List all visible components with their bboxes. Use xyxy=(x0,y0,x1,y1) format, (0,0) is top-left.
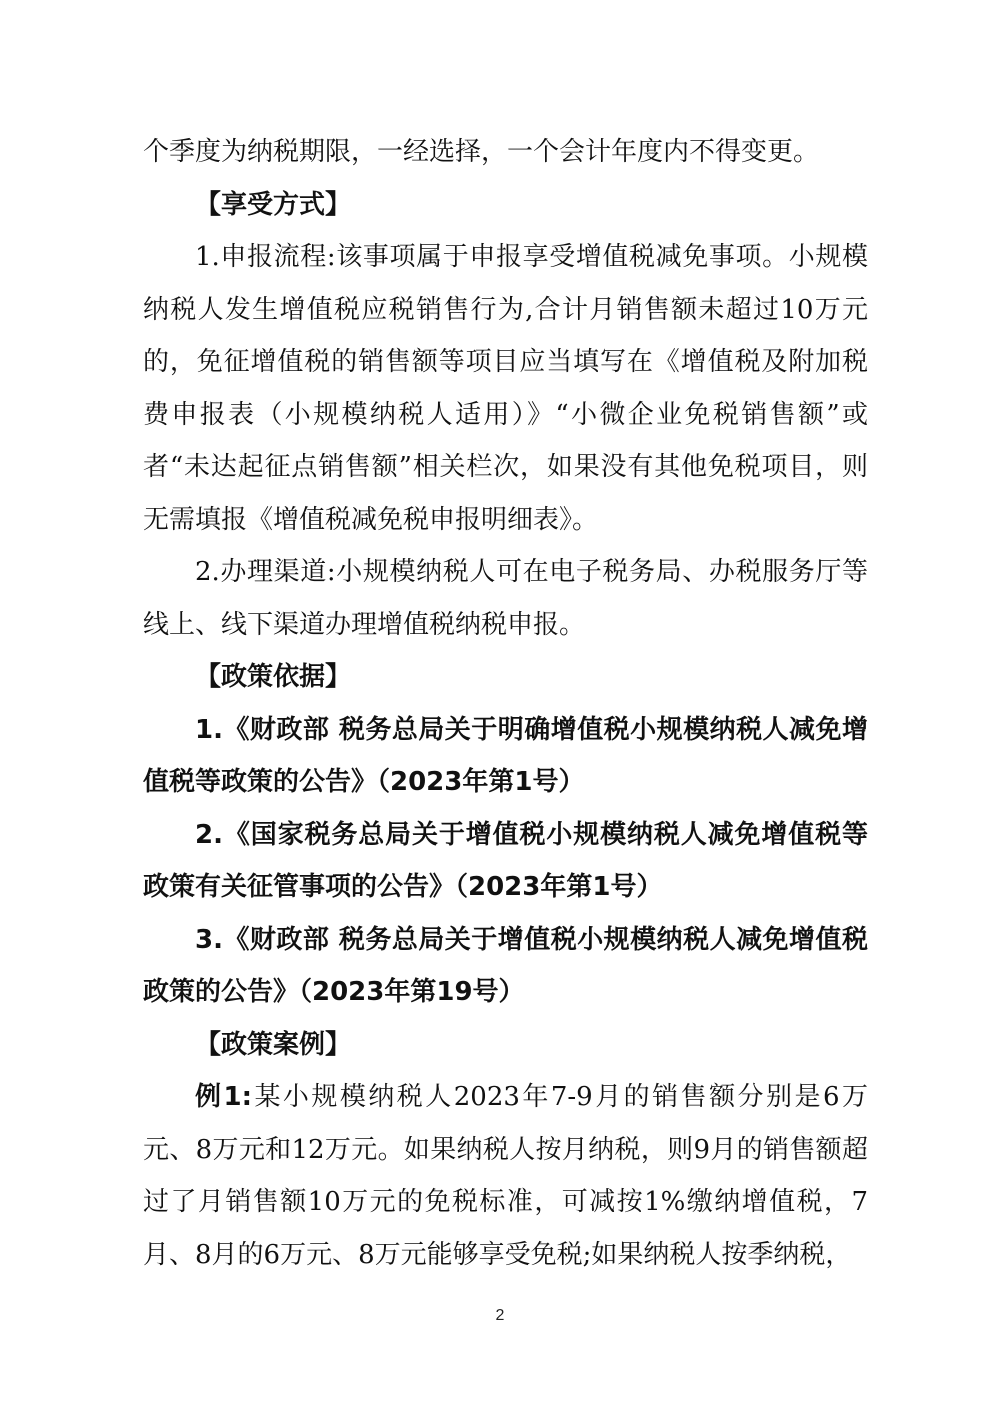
policy-reference-2: 2.《国家税务总局关于增值税小规模纳税人减免增值税等政策有关征管事项的公告》（2023年第1号） xyxy=(143,819,868,902)
page-number: 2 xyxy=(495,1307,505,1324)
heading-policy-case: 【政策案例】 xyxy=(195,1029,352,1060)
policy-reference-1: 1.《财政部 税务总局关于明确增值税小规模纳税人减免增值税等政策的公告》（2023年第1号） xyxy=(143,714,868,797)
heading-policy-basis: 【政策依据】 xyxy=(195,662,352,692)
heading-enjoy-method: 【享受方式】 xyxy=(195,189,352,220)
paragraph-continued: 个季度为纳税期限，一经选择，一个会计年度内不得变更。 xyxy=(143,137,820,167)
example-text: 某小规模纳税人2023年7-9月的销售额分别是6万元、8万元和12万元。如果纳税人按月纳税，则9月的销售额超过了月销售额10万元的免税标准，可减按1%缴纳增值税，7月、8月的6万元、8万元能够享受免税;如果纳税人按季纳税， xyxy=(143,1082,868,1270)
example-label: 例1: xyxy=(195,1082,252,1112)
paragraph-channels: 2.办理渠道:小规模纳税人可在电子税务局、办税服务厅等线上、线下渠道办理增值税纳税申报。 xyxy=(143,557,868,640)
policy-reference-3: 3.《财政部 税务总局关于增值税小规模纳税人减免增值税政策的公告》（2023年第19号） xyxy=(143,924,868,1007)
paragraph-filing-process: 1.申报流程:该事项属于申报享受增值税减免事项。小规模纳税人发生增值税应税销售行为,合计月销售额未超过10万元的，免征增值税的销售额等项目应当填写在《增值税及附加税费申报表（小规模纳税人适用）》“小微企业免税销售额”或者“未达起征点销售额”相关栏次，如果没有其他免税项目，则无需填报《增值税减免税申报明细表》。 xyxy=(143,242,868,535)
paragraph-example-1 xyxy=(143,1071,868,1281)
document-body xyxy=(143,126,868,1281)
